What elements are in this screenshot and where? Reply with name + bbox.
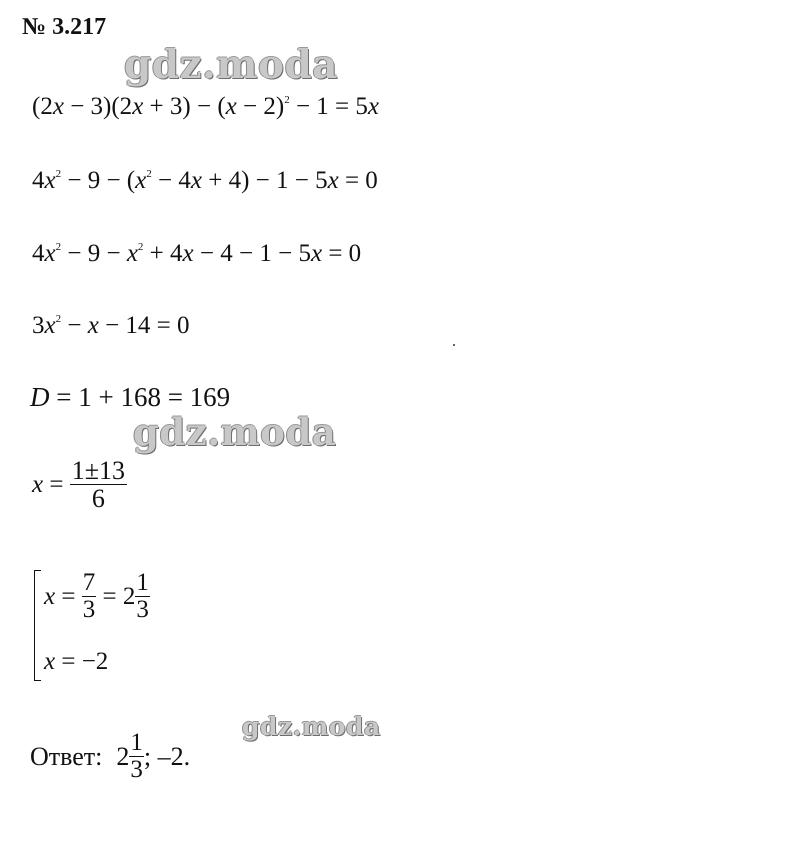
watermark: gdz.moda — [242, 712, 381, 741]
answer: Ответ: 2 $\frac{1}{3}$ ; –2. — [30, 729, 191, 784]
fraction: $\frac{1}{3}$ — [130, 729, 143, 784]
roots-formula: x = $\frac{1\pm 13}{6}$ — [32, 456, 125, 514]
fraction: $\frac{7}{3}$ — [82, 569, 96, 624]
root-set-bracket — [34, 570, 41, 681]
equation-line-4: $3x^2 - x - 14 = 0$ — [32, 312, 190, 339]
task-number: № 3.217 — [22, 14, 107, 40]
answer-label: Ответ: — [30, 741, 103, 771]
discriminant-line: D = 1 + 168 = 169 — [30, 382, 231, 412]
equation-line-3: $4x^2 - 9 - x^2 + 4x - 4 - 1 - 5x = 0$ — [32, 240, 362, 267]
watermark: gdz.moda — [124, 42, 339, 88]
root-1: x = $\frac{7}{3}$ = 2 $\frac{1}{3}$ — [44, 569, 149, 624]
watermark: gdz.moda — [133, 410, 337, 454]
stray-dot — [453, 344, 455, 346]
equation-line-2: $4x^2 - 9 - (x^2 - 4x + 4) - 1 - 5x = 0$ — [32, 167, 378, 194]
equation-line-1: $(2x - 3)(2x + 3) - (x - 2)^2 - 1 = 5x$ — [32, 93, 380, 120]
fraction: $\frac{1}{3}$ — [136, 569, 149, 624]
fraction: $\frac{1\pm 13}{6}$ — [71, 456, 125, 514]
root-2: x = −2 — [44, 648, 109, 675]
